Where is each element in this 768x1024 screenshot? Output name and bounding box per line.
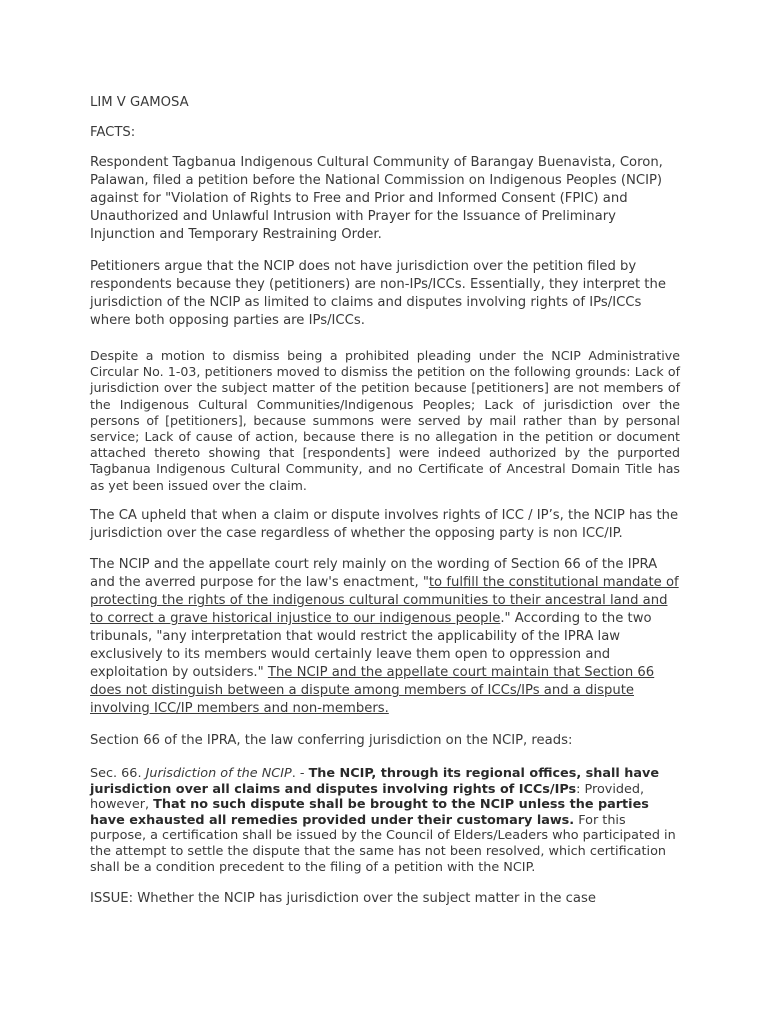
- sec66-certification: For this purpose, a certification shall be issued by the Council of Elders/Leaders who participated in the attempt to settle the dispute that the same has not been resolved, which certification shall be a condition precedent to the filing of a petition with the NCIP.: [90, 812, 676, 875]
- issue-statement: ISSUE: Whether the NCIP has jurisdiction over the subject matter in the case: [90, 891, 596, 906]
- sec66-provided: : Provided, however,: [90, 781, 645, 813]
- sec66-bold-exhaustion: That no such dispute shall be brought to the NCIP unless the parties have exhausted all remedies provided under their customary laws.: [90, 797, 649, 828]
- sec66-dash: . -: [291, 766, 309, 781]
- p5-underlined-quote: to fulfill the constitutional mandate of protecting the rights of the indigenous cultural communities to their ancestral land and to correct a grave historical injustice to our indigenous people: [90, 575, 679, 626]
- p5-underlined-conclusion: The NCIP and the appellate court maintain that Section 66 does not distinguish between a dispute among members of ICCs/IPs and a dispute involving ICC/IP members and non-members.: [90, 665, 655, 716]
- paragraph-section66-intro: Section 66 of the IPRA, the law conferring jurisdiction on the NCIP, reads:: [90, 733, 573, 748]
- sec66-heading: Jurisdiction of the NCIP: [145, 766, 292, 781]
- section-66-quote: [90, 766, 680, 875]
- paragraph-ca-ruling: The CA upheld that when a claim or dispute involves rights of ICC / IP’s, the NCIP has the jurisdiction over the case regardless of whether the opposing party is non ICC/IP.: [90, 508, 679, 541]
- sec66-bold-jurisdiction: The NCIP, through its regional offices, shall have jurisdiction over all claims and disputes involving rights of ICCs/IPs: [90, 766, 660, 797]
- sec66-number: Sec. 66.: [90, 766, 146, 781]
- paragraph-petitioners-argument: Petitioners argue that the NCIP does not have jurisdiction over the petition filed by respondents because they (petitioners) are non-IPs/ICCs. Essentially, they interpret the jurisdiction of the NCIP as limited to claims and disputes involving rights of IPs/ICCs where both opposing parties are IPs/ICCs.: [90, 259, 666, 328]
- paragraph-ncip-section66: [90, 556, 680, 718]
- paragraph-motion-to-dismiss: Despite a motion to dismiss being a prohibited pleading under the NCIP Administrative Circular No. 1-03, petitioners moved to dismiss the petition on the following grounds: Lack of jurisdiction over the subject matter of the petition because [petitioners] are not members of the Indigenous Cultural Communities/Indigenous Peoples; Lack of jurisdiction over the persons of [petitioners], because summons were served by mail rather than by personal service; Lack of cause of action, because there is no allegation in the petition or document attached thereto showing that [respondents] were indeed authorized by the purported Tagbanua Indigenous Cultural Community, and no Certificate of Ancestral Domain Title has as yet been issued over the claim.: [90, 348, 680, 493]
- document-title: LIM V GAMOSA: [90, 95, 189, 110]
- p5-text-1: The NCIP and the appellate court rely mainly on the wording of Section 66 of the IPRA and the averred purpose for the law's enactment, ": [90, 557, 658, 590]
- paragraph-petition: Respondent Tagbanua Indigenous Cultural Community of Barangay Buenavista, Coron, Palawan, filed a petition before the National Commission on Indigenous Peoples (NCIP) against for "Violation of Rights to Free and Prior and Informed Consent (FPIC) and Unauthorized and Unlawful Intrusion with Prayer for the Issuance of Preliminary Injunction and Temporary Restraining Order.: [90, 155, 663, 242]
- facts-heading: FACTS:: [90, 125, 136, 140]
- p5-text-2: ." According to the two tribunals, "any interpretation that would restrict the applicability of the IPRA law exclusively to its members would certainly leave them open to oppression and exploitation by outsiders.": [90, 611, 652, 680]
